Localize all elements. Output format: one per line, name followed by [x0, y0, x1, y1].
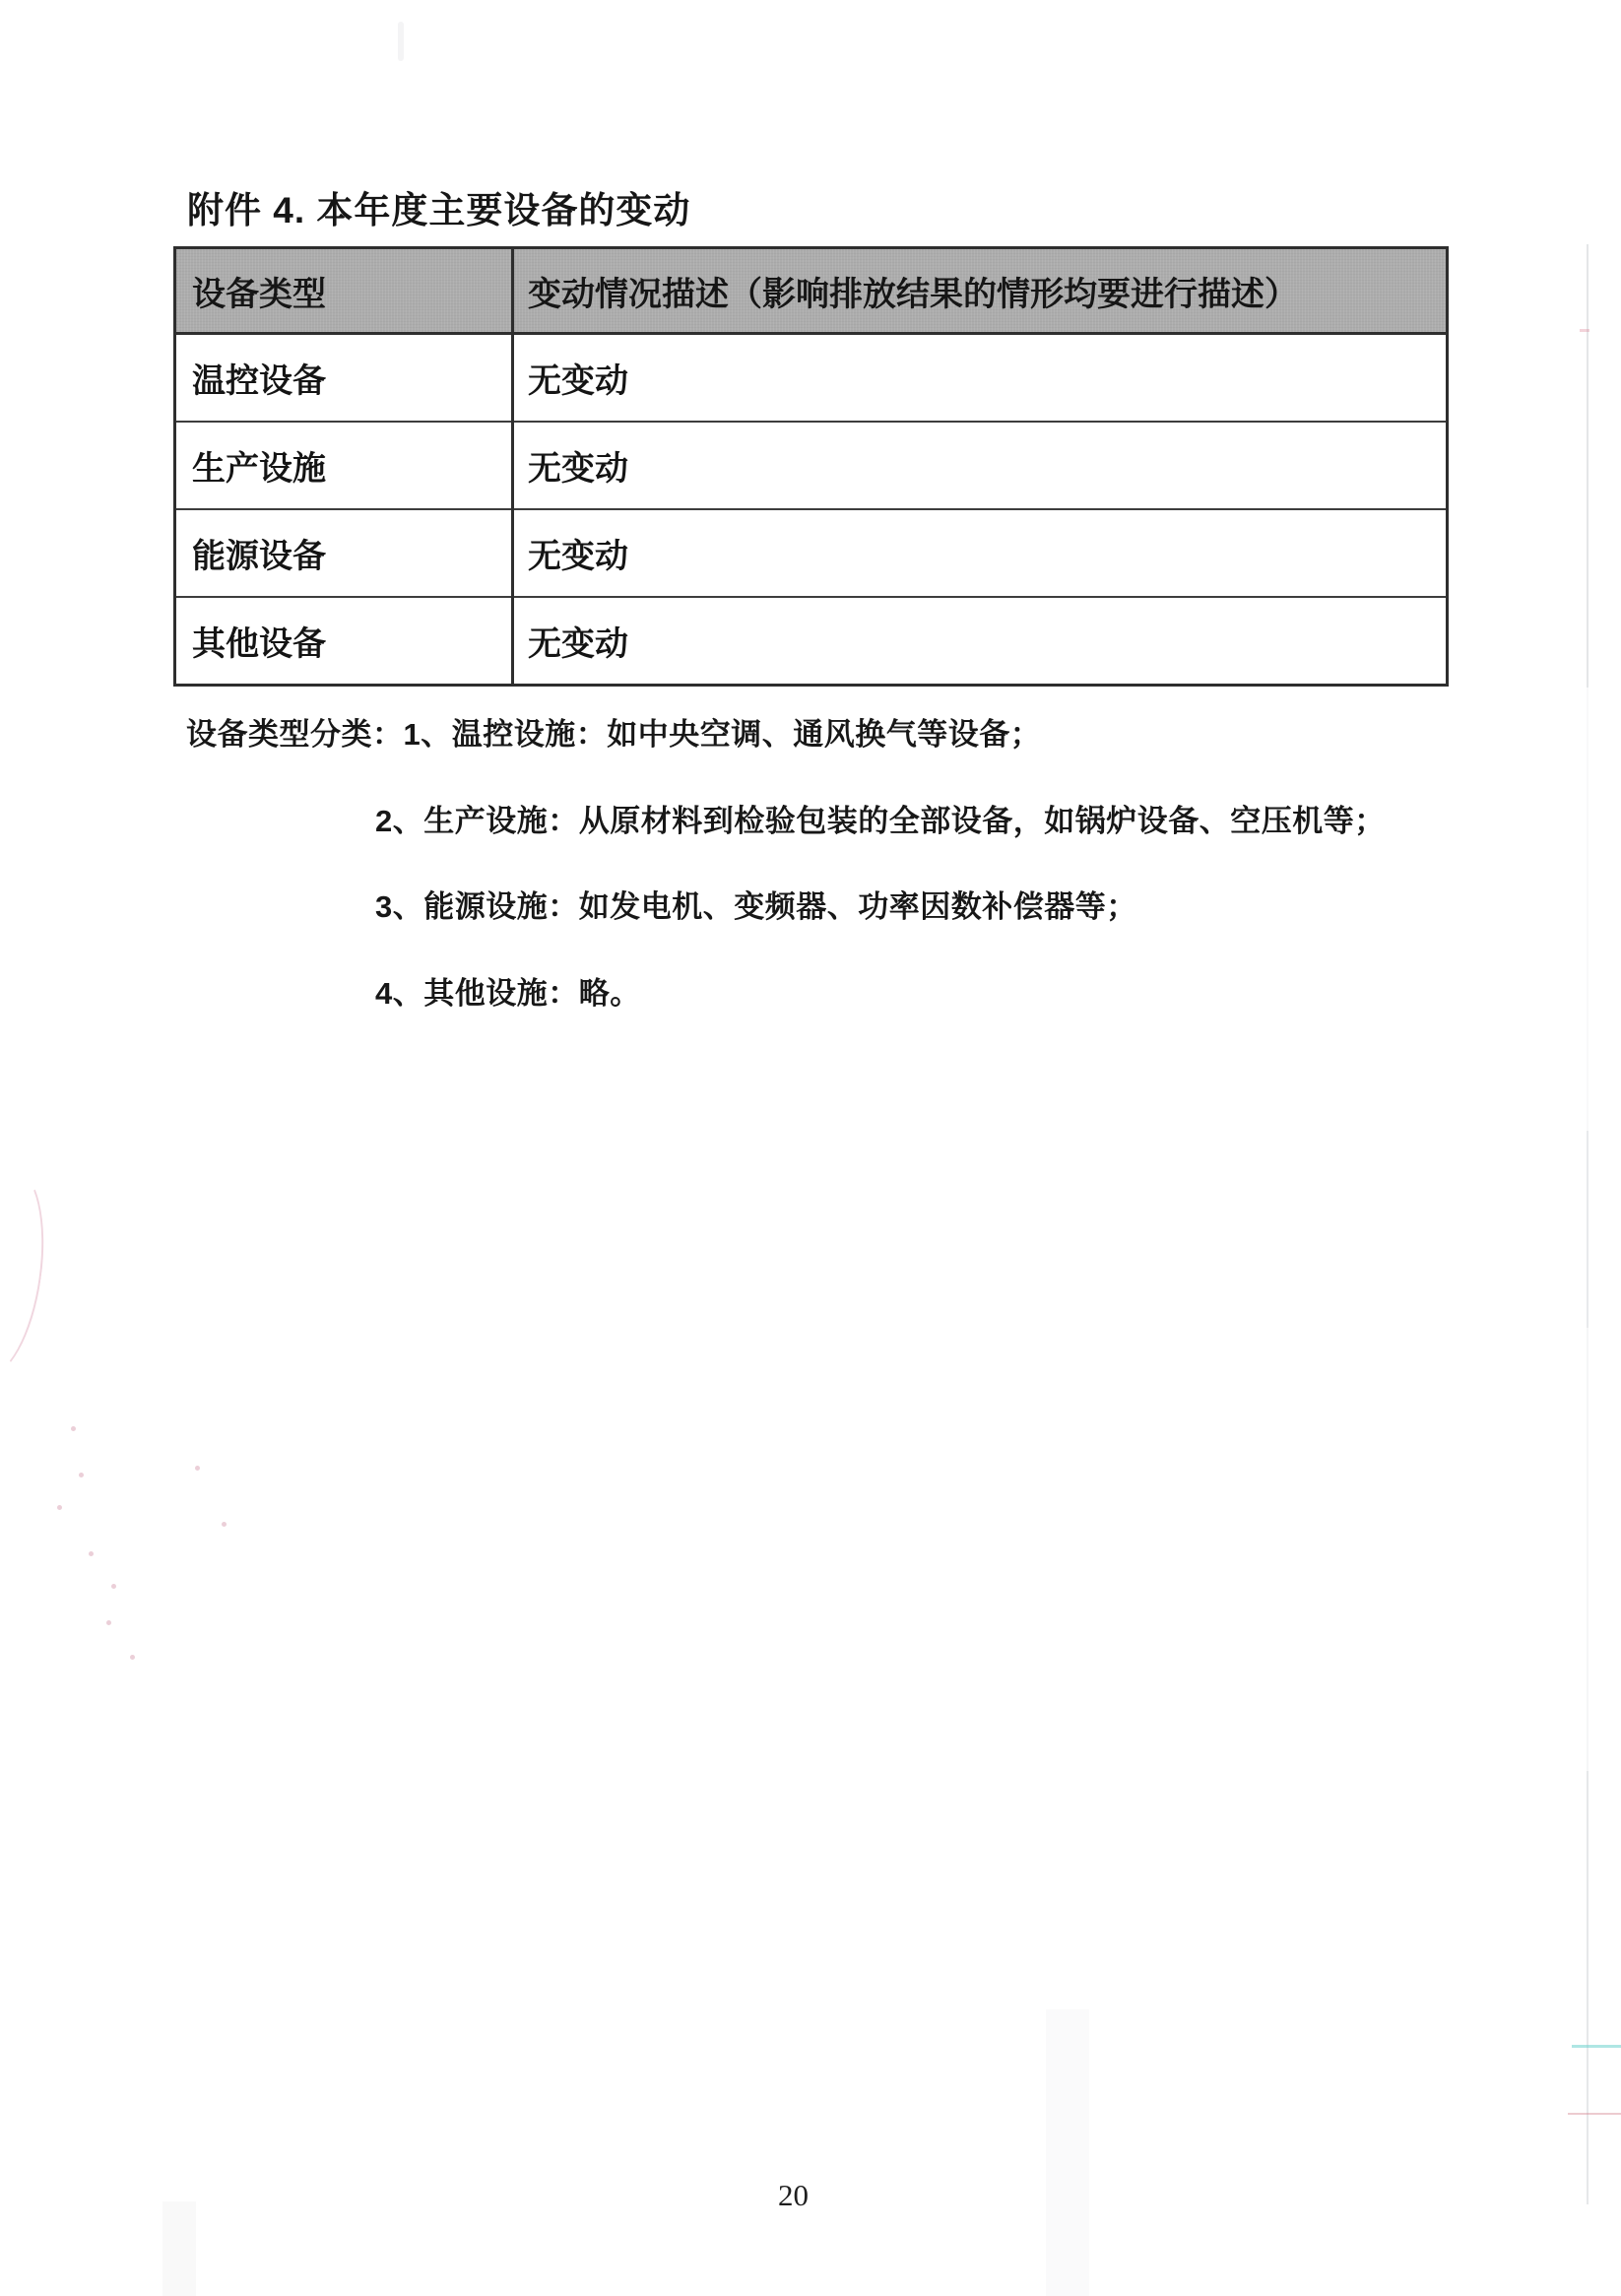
column-header-change-description: 变动情况描述（影响排放结果的情形均要进行描述） [513, 248, 1448, 334]
scan-artifact-speck [106, 1620, 111, 1625]
scan-artifact-speck [79, 1473, 84, 1477]
note-line-2: 2、生产设施：从原材料到检验包装的全部设备，如锅炉设备、空压机等； [375, 804, 1386, 838]
equipment-change-table [173, 246, 1449, 687]
cell-equipment-type: 能源设备 [175, 509, 513, 597]
scan-artifact-speck [57, 1505, 62, 1510]
scan-artifact-vertical-line [1587, 244, 1589, 2204]
scan-artifact-shadow-band [1046, 2009, 1089, 2296]
table-row [175, 334, 1448, 423]
scan-artifact-speck [195, 1466, 200, 1471]
column-header-equipment-type: 设备类型 [175, 248, 513, 334]
table-header-row [175, 248, 1448, 334]
cell-change-description: 无变动 [513, 422, 1448, 509]
scan-artifact-speck [111, 1584, 116, 1589]
table-row [175, 509, 1448, 597]
scan-artifact-speck [222, 1522, 227, 1527]
scan-artifact-cyan-tick [1572, 2045, 1621, 2048]
page-number: 20 [778, 2178, 809, 2212]
cell-equipment-type: 其他设备 [175, 597, 513, 686]
scan-artifact-speck [71, 1426, 76, 1431]
cell-change-description: 无变动 [513, 334, 1448, 423]
cell-change-description: 无变动 [513, 597, 1448, 686]
note-label: 设备类型分类： [186, 717, 404, 752]
scan-artifact-shadow-band [162, 2201, 196, 2296]
scan-artifact-ink-arc [0, 1162, 55, 1383]
note-line-1 [186, 709, 1041, 754]
note-item-1: 1、温控设施：如中央空调、通风换气等设备； [403, 717, 1042, 752]
note-line-4: 4、其他设施：略。 [375, 976, 641, 1011]
scan-artifact-smudge [398, 22, 404, 61]
cell-change-description: 无变动 [513, 509, 1448, 597]
note-line-3: 3、能源设施：如发电机、变频器、功率因数补偿器等； [375, 889, 1137, 924]
scan-artifact-speck [89, 1551, 94, 1556]
scan-artifact-speck [130, 1655, 135, 1660]
scan-artifact-pink-dash [1580, 329, 1589, 332]
cell-equipment-type: 生产设施 [175, 422, 513, 509]
cell-equipment-type: 温控设备 [175, 334, 513, 423]
page-title: 附件 4. 本年度主要设备的变动 [187, 190, 691, 230]
table-row [175, 422, 1448, 509]
scan-artifact-pink-tick [1568, 2113, 1621, 2115]
table-row [175, 597, 1448, 686]
